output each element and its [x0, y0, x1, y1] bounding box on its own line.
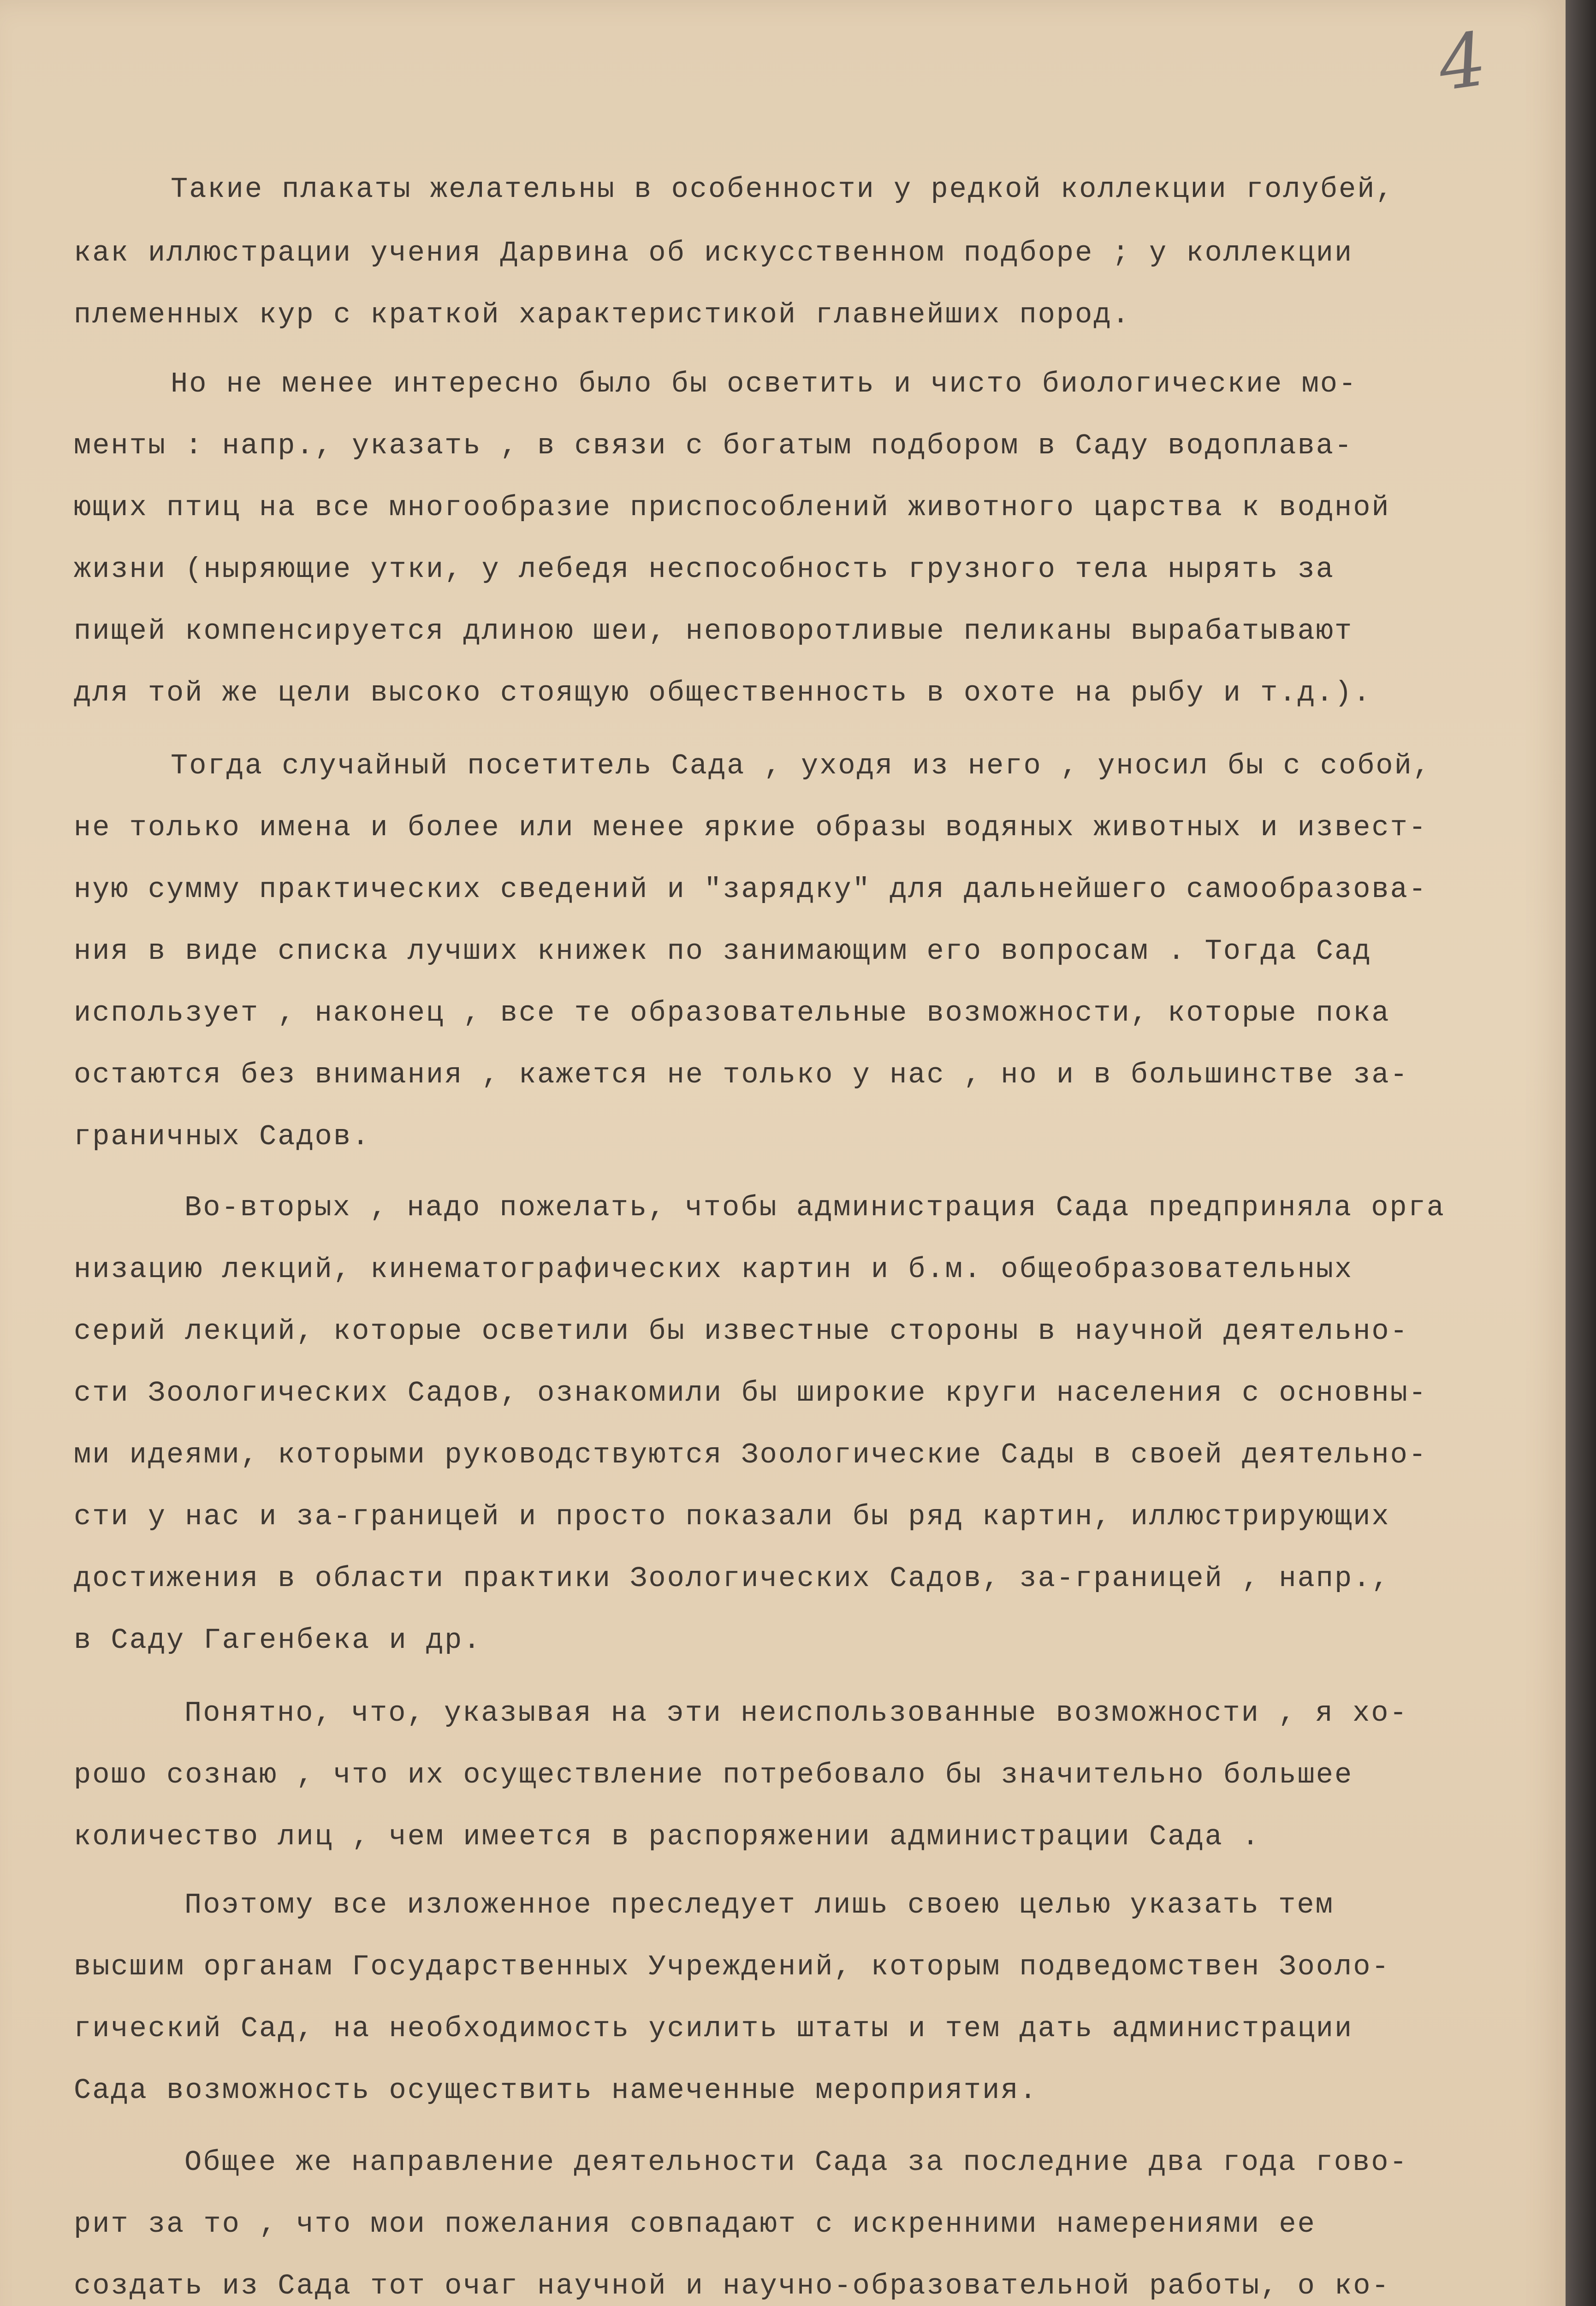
text-line: Общее же направление деятельности Сада за последние два года гово- [184, 2146, 1408, 2179]
text-line: пищей компенсируется длиною шеи, неповоротливые пеликаны вырабатывают [74, 615, 1353, 648]
text-line: менты : напр., указать , в связи с богатым подбором в Саду водоплава- [74, 429, 1353, 462]
text-line: остаются без внимания , кажется не только у нас , но и в большинстве за- [74, 1058, 1409, 1091]
text-line: не только имена и более или менее яркие образы водяных животных и извест- [74, 811, 1428, 844]
text-line: высшим органам Государственных Учреждений, которым подведомствен Зооло- [74, 1950, 1390, 1983]
text-line: жизни (ныряющие утки, у лебедя неспособность грузного тела нырять за [74, 553, 1335, 586]
text-line: использует , наконец , все те образовательные возможности, которые пока [74, 997, 1390, 1029]
text-line: создать из Сада тот очаг научной и научно-образовательной работы, о ко- [74, 2270, 1390, 2302]
text-line: ную сумму практических сведений и "зарядку" для дальнейшего самообразова- [74, 873, 1428, 906]
text-line: ния в виде списка лучших книжек по занимающим его вопросам . Тогда Сад [74, 935, 1372, 968]
text-line: рит за то , что мои пожелания совпадают с искренними намерениями ее [74, 2208, 1316, 2241]
text-line: количество лиц , чем имеется в распоряжении администрации Сада . [74, 1820, 1261, 1853]
text-line: низацию лекций, кинематографических картин и б.м. общеобразовательных [74, 1253, 1353, 1286]
text-line: как иллюстрации учения Дарвина об искусственном подборе ; у коллекции [74, 237, 1353, 269]
text-line: Сада возможность осуществить намеченные мероприятия. [74, 2074, 1038, 2107]
text-line: гический Сад, на необходимость усилить штаты и тем дать администрации [74, 2012, 1353, 2045]
text-line: сти у нас и за-границей и просто показали бы ряд картин, иллюстрирующих [74, 1500, 1390, 1533]
text-line: граничных Садов. [74, 1120, 371, 1153]
underlying-page-edge [1566, 0, 1596, 2306]
text-line: рошо сознаю , что их осуществление потребовало бы значительно большее [74, 1759, 1353, 1791]
text-line: ми идеями, которыми руководствуются Зоологические Сады в своей деятельно- [74, 1438, 1428, 1471]
text-line: ющих птиц на все многообразие приспособлений животного царства к водной [74, 491, 1390, 524]
text-line: сти Зоологических Садов, ознакомили бы широкие круги населения с основны- [74, 1377, 1428, 1409]
text-line: Понятно, что, указывая на эти неиспользованные возможности , я хо- [184, 1697, 1408, 1730]
text-line: племенных кур с краткой характеристикой главнейших пород. [74, 298, 1131, 331]
page-number: 4 [1433, 15, 1492, 108]
text-line: в Саду Гагенбека и др. [74, 1624, 482, 1657]
text-line: Но не менее интересно было бы осветить и чисто биологические мо- [171, 368, 1358, 400]
text-line: Во-вторых , надо пожелать, чтобы администрация Сада предприняла орга [184, 1191, 1446, 1224]
text-line: Такие плакаты желательны в особенности у редкой коллекции голубей, [171, 173, 1394, 206]
text-line: достижения в области практики Зоологических Садов, за-границей , напр., [74, 1562, 1390, 1595]
text-line: Тогда случайный посетитель Сада , уходя из него , уносил бы с собой, [171, 749, 1432, 782]
text-line: для той же цели высоко стоящую общественность в охоте на рыбу и т.д.). [74, 677, 1372, 709]
text-line: Поэтому все изложенное преследует лишь своею целью указать тем [184, 1889, 1334, 1921]
text-line: серий лекций, которые осветили бы известные стороны в научной деятельно- [74, 1315, 1409, 1348]
